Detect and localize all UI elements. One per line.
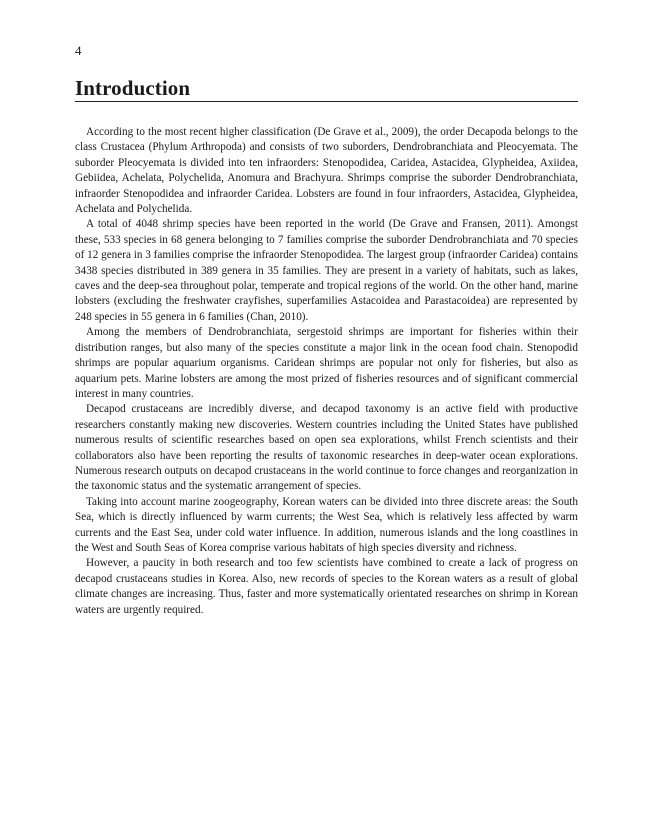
paragraph-fisheries: Among the members of Dendrobranchiata, sergestoid shrimps are important for fisheries within their distribution ranges, but also many of the species constitute a major link in the ocean food chain. Stenopodid shrimps are popular aquarium organisms. Caridean shrimps are popular not only for fisheries, but also as aquarium pets. Marine lobsters are among the most prized of fisheries resources and of significant commercial interest in many countries. [75, 326, 578, 400]
paragraph-diversity: Decapod crustaceans are incredibly diverse, and decapod taxonomy is an active field with productive researchers constantly making new discoveries. Western countries including the United States have published numerous results of scientific researches based on open sea explorations, whilst French scientists and their collaborators also have been reporting the results of taxonomic researches in deep-water ocean explorations. Numerous research outputs on decapod crustaceans in the world continue to force changes and reorganization in the taxonomic status and the systematic arrangement of species. [75, 403, 578, 493]
paragraph-species-count: A total of 4048 shrimp species have been reported in the world (De Grave and Fransen, 2011). Amongst these, 533 species in 68 genera belonging to 7 families comprise the suborder Dendrobranchiata and 70 species of 12 genera in 3 families comprise the infraorder Stenopodidea. The largest group (infraorder Caridea) contains 3438 species distributed in 389 genera in 35 families. They are present in a variety of habitats, such as lakes, caves and the deep-sea throughout polar, temperate and tropical regions of the world. On the other hand, marine lobsters (excluding the freshwater crayfishes, superfamilies Astacoidea and Parastacoidea) are represented by 248 species in 55 genera in 6 families (Chan, 2010). [75, 218, 578, 323]
paragraph-classification: According to the most recent higher classification (De Grave et al., 2009), the order Decapoda belongs to the class Crustacea (Phylum Arthropoda) and consists of two suborders, Dendrobranchiata and Pleocyemata. The suborder Pleocyemata is divided into ten infraorders: Stenopodidea, Caridea, Astacidea, Glypheidea, Axiidea, Gebiidea, Achelata, Polychelida, Anomura and Brachyura. Shrimps comprise the suborder Dendrobranchiata, infraorder Stenopodidea and infraorder Caridea. Lobsters are found in four infraorders, Astacidea, Glypheidea, Achelata and Polychelida. [75, 126, 578, 216]
paragraph-research-gap: However, a paucity in both research and too few scientists have combined to create a lack of progress on decapod crustaceans studies in Korea. Also, new records of species to the Korean waters as a result of global climate changes are increasing. Thus, faster and more systematically orientated researches on shrimp in Korean waters are urgently required. [75, 557, 578, 616]
body-text [75, 125, 578, 618]
paragraph-zoogeography: Taking into account marine zoogeography, Korean waters can be divided into three discrete areas: the South Sea, which is directly influenced by warm currents; the West Sea, which is relatively less affected by warm currents and the East Sea, under cold water influence. In addition, numerous islands and the long coastlines in the West and South Seas of Korea comprise various habitats of high species diversity and richness. [75, 495, 578, 554]
page-number: 4 [75, 43, 82, 58]
chapter-title: Introduction [75, 76, 191, 100]
title-rule [75, 101, 578, 102]
